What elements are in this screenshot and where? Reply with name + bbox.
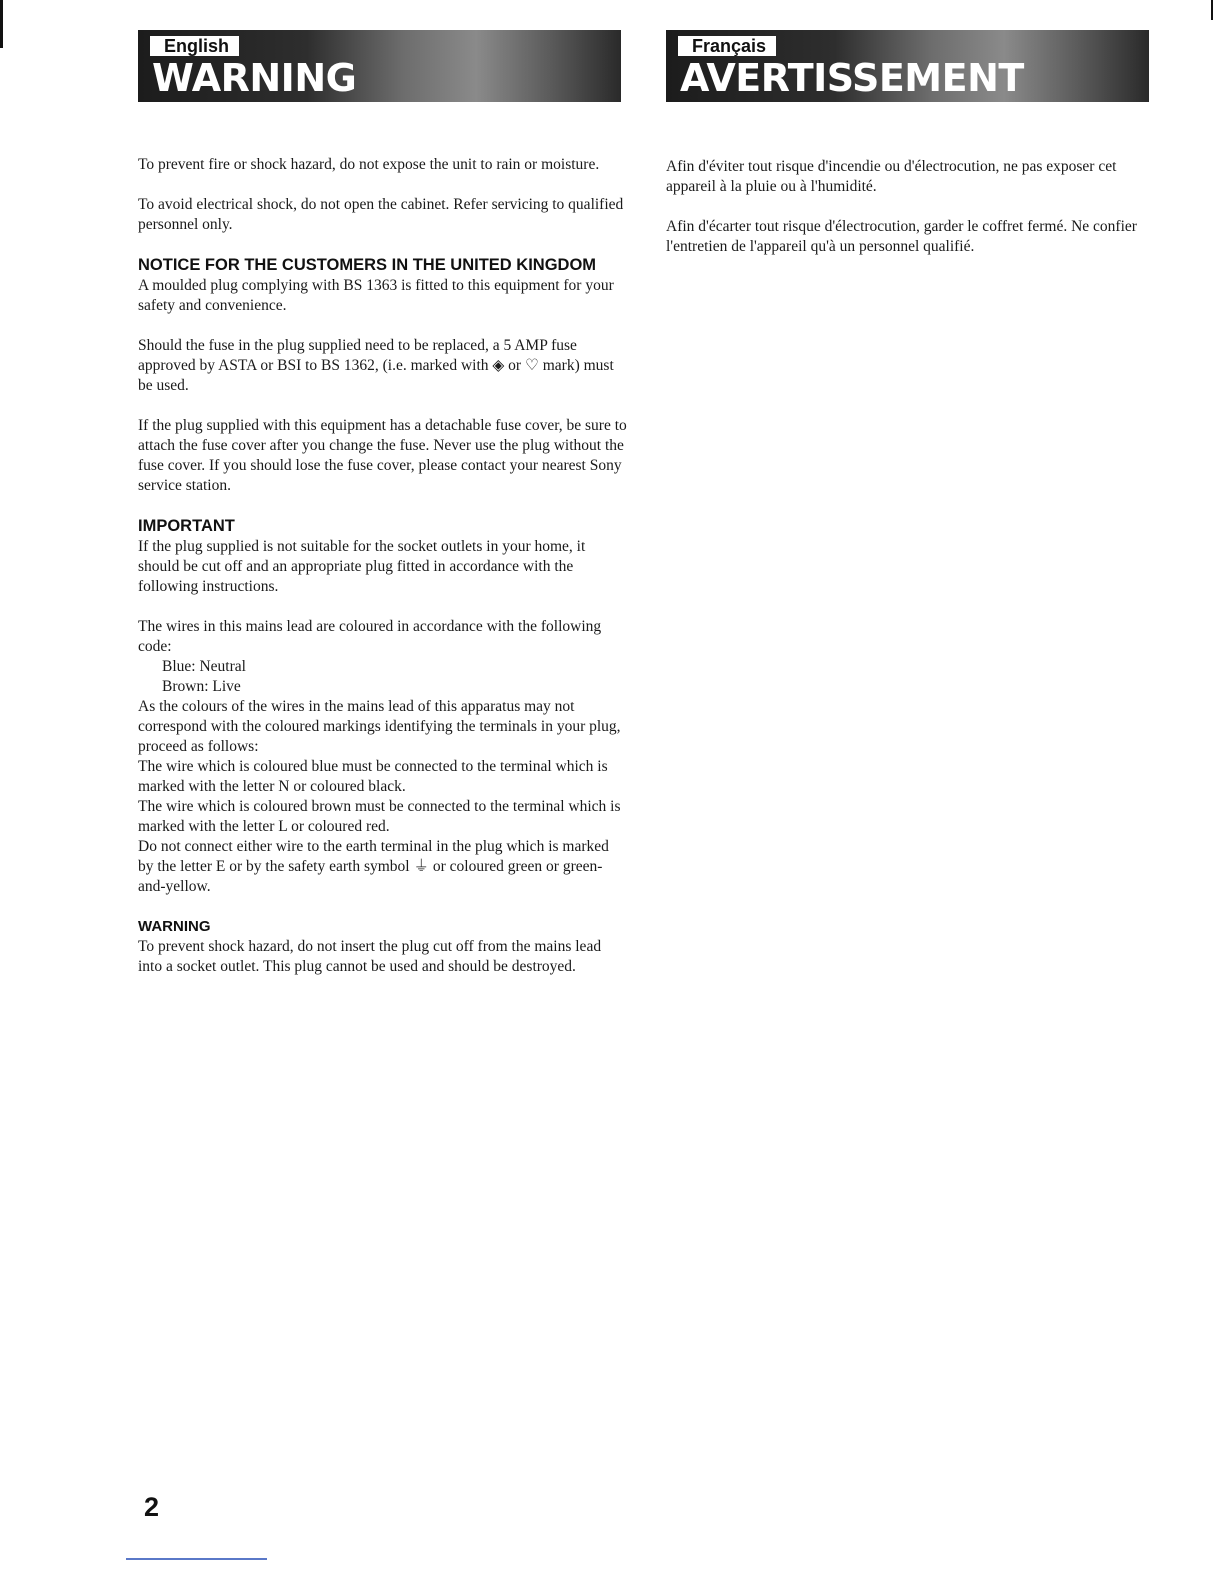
english-paragraph-cabinet: To avoid electrical shock, do not open the cabinet. Refer servicing to qualified personnel only. (138, 196, 624, 233)
wires-earth-rule: Do not connect either wire to the earth terminal in the plug which is marked by the letter E or by the safety earth symbol ⏚ or coloured green or green-and-yellow. (138, 838, 609, 895)
french-paragraph-cabinet: Afin d'écarter tout risque d'électrocution, garder le coffret fermé. Ne confier l'entretien de l'appareil qu'à un personnel qualifié. (666, 218, 1137, 255)
english-language-label: English (150, 36, 239, 56)
important-paragraph: If the plug supplied is not suitable for the socket outlets in your home, it should be cut off and an appropriate plug fitted in accordance with the following instructions. (138, 538, 586, 595)
french-language-label: Français (678, 36, 776, 56)
english-warning-banner (138, 30, 621, 102)
wires-intro: The wires in this mains lead are coloured in accordance with the following code: (138, 618, 602, 655)
notice-paragraph-plug: A moulded plug complying with BS 1363 is fitted to this equipment for your safety and convenience. (138, 277, 614, 314)
french-paragraph-rain: Afin d'éviter tout risque d'incendie ou d'électrocution, ne pas exposer cet appareil à la pluie ou à l'humidité. (666, 158, 1117, 195)
important-heading: IMPORTANT (138, 517, 235, 535)
english-paragraph-rain: To prevent fire or shock hazard, do not expose the unit to rain or moisture. (138, 156, 600, 173)
french-warning-banner (666, 30, 1149, 102)
edge-mark-right (1211, 0, 1213, 20)
wire-blue-code: Blue: Neutral (162, 658, 246, 675)
notice-paragraph-fuse: Should the fuse in the plug supplied need to be replaced, a 5 AMP fuse approved by ASTA or BSI to BS 1362, (i.e. marked with ◈ or ♡ mark) must be used. (138, 337, 614, 394)
edge-mark-left (0, 0, 3, 48)
wires-brown-rule: The wire which is coloured brown must be connected to the terminal which is marked with the letter L or coloured red. (138, 798, 621, 835)
notice-paragraph-fuse-cover: If the plug supplied with this equipment has a detachable fuse cover, be sure to attach the fuse cover after you change the fuse. Never use the plug without the fuse cover. If you should lose the fuse cover, please contact your nearest Sony service station. (138, 417, 627, 494)
bottom-rule (126, 1558, 267, 1560)
notice-uk-heading: NOTICE FOR THE CUSTOMERS IN THE UNITED KINGDOM (138, 256, 597, 274)
french-column (666, 157, 1156, 277)
page-number: 2 (144, 1492, 160, 1522)
wires-colours-note: As the colours of the wires in the mains lead of this apparatus may not correspond with the coloured markings identifying the terminals in your plug, proceed as follows: (138, 698, 621, 755)
french-warning-title: AVERTISSEMENT (680, 56, 1024, 100)
warning-paragraph: To prevent shock hazard, do not insert the plug cut off from the mains lead into a socket outlet. This plug cannot be used and should be destroyed. (138, 938, 602, 975)
wires-blue-rule: The wire which is coloured blue must be connected to the terminal which is marked with the letter N or coloured black. (138, 758, 608, 795)
english-column (138, 155, 628, 997)
wire-brown-code: Brown: Live (162, 678, 241, 695)
english-warning-title: WARNING (152, 56, 357, 100)
warning-subheading: WARNING (138, 918, 211, 935)
